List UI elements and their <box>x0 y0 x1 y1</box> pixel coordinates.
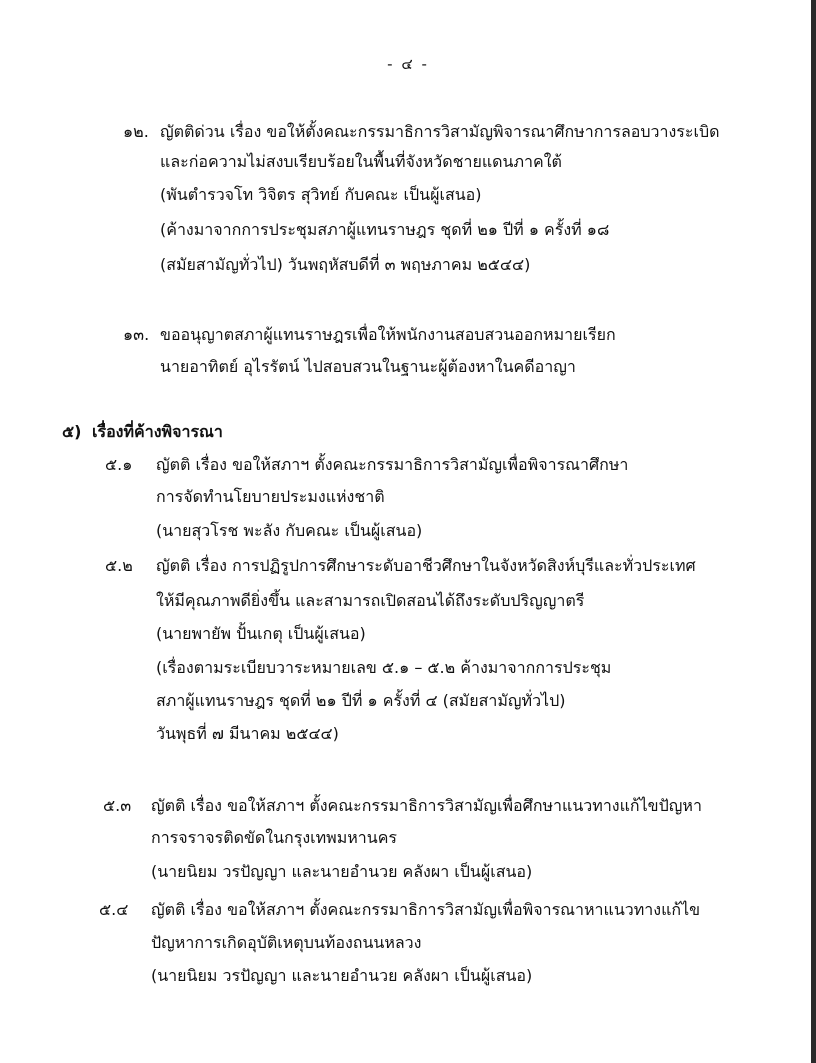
subitem-number: ๕.๔ <box>99 900 129 919</box>
subitem-number: ๕.๒ <box>105 556 133 575</box>
subitem-line: สภาผู้แทนราษฎร ชุดที่ ๒๑ ปีที่ ๑ ครั้งที่ ๔ (สมัยสามัญทั่วไป) <box>156 691 566 710</box>
subitem-number: ๕.๓ <box>103 796 132 815</box>
subitem-line: การจราจรติดขัดในกรุงเทพมหานคร <box>151 828 398 847</box>
item-line: ญัตติด่วน เรื่อง ขอให้ตั้งคณะกรรมาธิการวิสามัญพิจารณาศึกษาการลอบวางระเบิด <box>160 122 720 141</box>
item-line: นายอาทิตย์ อุไรรัตน์ ไปสอบสวนในฐานะผู้ต้องหาในคดีอาญา <box>160 357 576 376</box>
subitem-line: ปัญหาการเกิดอุบัติเหตุบนท้องถนนหลวง <box>151 933 422 952</box>
scan-edge-divider <box>811 0 816 1063</box>
section-number: ๕) <box>62 422 82 441</box>
section-title: เรื่องที่ค้างพิจารณา <box>92 422 223 441</box>
subitem-line: (นายนิยม วรปัญญา และนายอำนวย คลังผา เป็นผู้เสนอ) <box>151 966 533 985</box>
item-line: ขออนุญาตสภาผู้แทนราษฎรเพื่อให้พนักงานสอบสวนออกหมายเรียก <box>160 325 616 344</box>
subitem-line: (นายนิยม วรปัญญา และนายอำนวย คลังผา เป็นผู้เสนอ) <box>151 862 533 881</box>
subitem-line: การจัดทำนโยบายประมงแห่งชาติ <box>156 487 385 506</box>
item-number: ๑๓. <box>123 325 150 344</box>
subitem-line: ญัตติ เรื่อง ขอให้สภาฯ ตั้งคณะกรรมาธิการวิสามัญเพื่อพิจารณาศึกษา <box>156 455 629 474</box>
page-number: - ๔ - <box>387 55 429 73</box>
item-line: (พันตำรวจโท วิจิตร สุวิทย์ กับคณะ เป็นผู้เสนอ) <box>160 185 482 204</box>
item-line: (ค้างมาจากการประชุมสภาผู้แทนราษฎร ชุดที่ ๒๑ ปีที่ ๑ ครั้งที่ ๑๘ <box>160 220 610 239</box>
subitem-line: ญัตติ เรื่อง การปฏิรูปการศึกษาระดับอาชีวศึกษาในจังหวัดสิงห์บุรีและทั่วประเทศ <box>156 556 696 575</box>
item-line: (สมัยสามัญทั่วไป) วันพฤหัสบดีที่ ๓ พฤษภาคม ๒๕๔๔) <box>160 255 531 274</box>
subitem-line: (นายสุวโรช พะลัง กับคณะ เป็นผู้เสนอ) <box>156 521 423 540</box>
item-number: ๑๒. <box>123 122 149 141</box>
subitem-line: ให้มีคุณภาพดียิ่งขึ้น และสามารถเปิดสอนได้ถึงระดับปริญญาตรี <box>156 591 585 610</box>
subitem-line: ญัตติ เรื่อง ขอให้สภาฯ ตั้งคณะกรรมาธิการวิสามัญเพื่อพิจารณาหาแนวทางแก้ไข <box>151 900 701 919</box>
subitem-line: วันพุธที่ ๗ มีนาคม ๒๕๔๔) <box>156 724 339 743</box>
subitem-line: ญัตติ เรื่อง ขอให้สภาฯ ตั้งคณะกรรมาธิการวิสามัญเพื่อศึกษาแนวทางแก้ไขปัญหา <box>151 796 702 815</box>
subitem-line: (เรื่องตามระเบียบวาระหมายเลข ๕.๑ – ๕.๒ ค้างมาจากการประชุม <box>156 658 612 677</box>
item-line: และก่อความไม่สงบเรียบร้อยในพื้นที่จังหวัดชายแดนภาคใต้ <box>160 152 562 171</box>
subitem-line: (นายพายัพ ปั้นเกตุ เป็นผู้เสนอ) <box>156 624 366 643</box>
subitem-number: ๕.๑ <box>105 455 133 474</box>
